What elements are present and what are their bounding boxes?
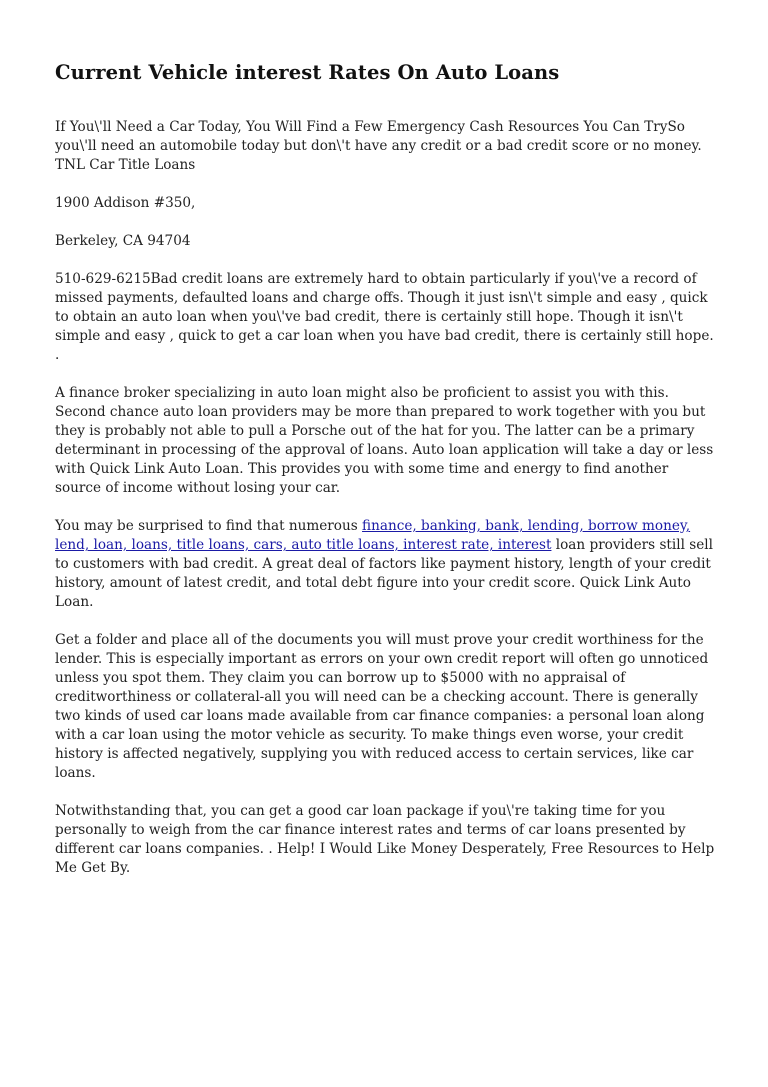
paragraph-lenders-tail: loan providers still sell to customers with bad credit. A great deal of factors like payment history, length of your credit history, amount of latest credit, and total debt figure into your credit score. Quick Link Auto Loan. <box>55 537 713 610</box>
keywords-link[interactable]: finance, banking, bank, lending, borrow money, lend, loan, loans, title loans, cars, auto title loans, interest rate, interest <box>55 518 691 553</box>
paragraph-documents: Get a folder and place all of the documents you will must prove your credit worthiness for the lender. This is especially important as errors on your own credit report will often go unnoticed unless you spot them. They claim you can borrow up to $5000 with no appraisal of creditworthiness or collateral-all you will need can be a checking account. There is generally two kinds of used car loans made available from car finance companies: a personal loan along with a car loan using the motor vehicle as security. To make things even worse, your credit history is affected negatively, supplying you with reduced access to certain services, like car loans. <box>55 632 709 781</box>
paragraph-lenders <box>55 517 715 612</box>
document-page <box>55 59 715 897</box>
page-title: Current Vehicle interest Rates On Auto Loans <box>55 61 560 84</box>
paragraph-bad-credit: 510-629-6215Bad credit loans are extremely hard to obtain particularly if you\'ve a record of missed payments, defaulted loans and charge offs. Though it just isn\'t simple and easy , quick to obtain an auto loan when you\'ve bad credit, there is certainly still hope. Though it isn\'t simple and easy , quick to get a car loan when you have bad credit, there is certainly still hope. . <box>55 271 714 363</box>
address-line-street: 1900 Addison #350, <box>55 195 196 211</box>
paragraph-intro: If You\'ll Need a Car Today, You Will Find a Few Emergency Cash Resources You Can TrySo you\'ll need an automobile today but don\'t have any credit or a bad credit score or no money. TNL Car Title Loans <box>55 119 702 173</box>
paragraph-lenders-lead: You may be surprised to find that numerous <box>55 518 363 534</box>
paragraph-conclusion: Notwithstanding that, you can get a good car loan package if you\'re taking time for you personally to weigh from the car finance interest rates and terms of car loans presented by different car loans companies. . Help! I Would Like Money Desperately, Free Resources to Help Me Get By. <box>55 803 715 876</box>
paragraph-finance-broker: A finance broker specializing in auto loan might also be proficient to assist you with this. Second chance auto loan providers may be more than prepared to work together with you but they is probably not able to pull a Porsche out of the hat for you. The latter can be a primary determinant in processing of the approval of loans. Auto loan application will take a day or less with Quick Link Auto Loan. This provides you with some time and energy to find another source of income without losing your car. <box>55 385 714 496</box>
address-line-city: Berkeley, CA 94704 <box>55 233 191 249</box>
